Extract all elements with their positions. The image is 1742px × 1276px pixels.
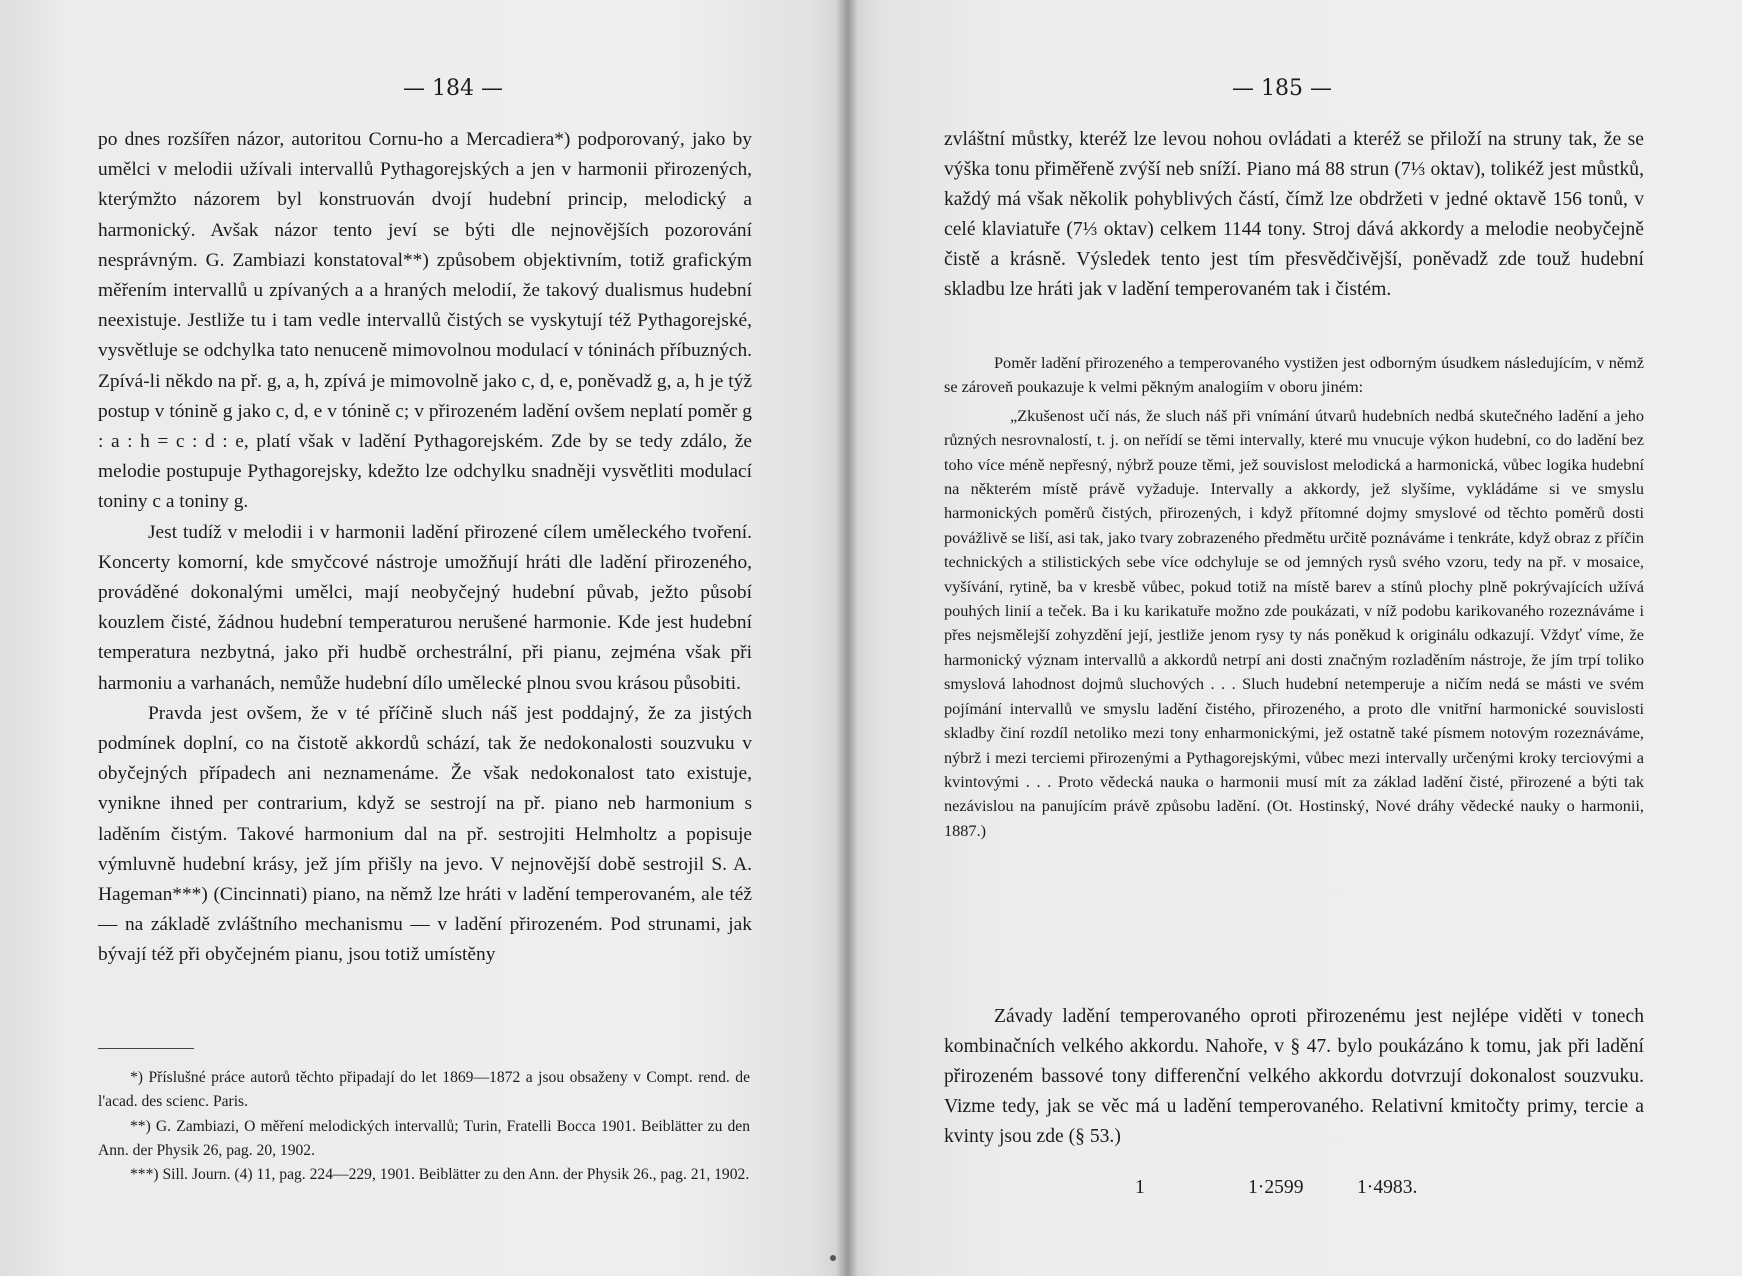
quotation-block — [944, 351, 1644, 843]
paragraph: po dnes rozšířen názor, autoritou Cornu-ho a Mercadiera*) podporovaný, jako by umělci v melodii užívali intervallů Pythagorejských a jen v harmonii přirozených, kterýmžto názorem byl konstruován dvojí hudební princip, melodický a harmonický. Avšak názor tento jeví se býti dle nejnovějších pozorování nesprávným. G. Zambiazi konstatoval**) způsobem objektivním, totiž grafickým měřením intervallů u zpívaných a a hraných melodií, že takový dualismus hudební neexistuje. Jestliže tu i tam vedle intervallů čistých se vyskytují též Pythagorejské, vysvětluje se odchylka tato nenuceně mimovolnou modulací v tóninách příbuzných. Zpívá-li někdo na př. g, a, h, zpívá je mimovolně jako c, d, e, poněvadž g, a, h je týž postup v tónině g jako c, d, e v tónině c; v přirozeném ladění ovšem neplatí poměr g : a : h = c : d : e, platí však v ladění Pythagorejském. Zde by se tedy zdálo, že melodie postupuje Pythagorejsky, kdežto lze odchylku snadněji vysvětliti modulací toniny c a toniny g. — [98, 129, 752, 513]
paragraph: Pravda jest ovšem, že v té příčině sluch náš jest poddajný, že za jistých podmínek doplní, co na čistotě akkordů schází, tak že nedokonalosti souzvuku v obyčejných případech ani neznamenáme. Že však nedokonalost tato existuje, vynikne ihned per contrarium, když se sestrojí na př. piano neb harmonium s laděním čistým. Takové harmonium dal na př. sestrojiti Helmholtz a popisuje výmluvně hudební krásy, jež jím přišly na jevo. V nejnovější době sestrojil S. A. Hageman***) (Cincinnati) piano, na němž lze hráti v ladění temperovaném, ale též — na základě zvláštního mechanismu — v ladění přirozeném. Pod strunami, jak bývají též při obyčejném pianu, jsou totiž umístěny — [98, 702, 752, 966]
ratio-value: 1 — [1135, 1177, 1145, 1198]
page-number: — 184 — — [403, 76, 503, 101]
ratio-value: 1·4983. — [1357, 1177, 1418, 1198]
book-gutter — [836, 0, 858, 1276]
paragraph: Závady ladění temperovaného oproti přirozenému jest nejlépe viděti v tonech kombinačních velkého akkordu. Nahoře, v § 47. bylo poukázáno k tomu, jak při ladění přirozeném bassové tony differenční velkého akkordu dotvrzují dokonalost souzvuku. Vizme tedy, jak se věc má u ladění temperovaného. Relativní kmitočty primy, tercie a kvinty jsou zde (§ 53.) — [944, 1006, 1644, 1147]
paragraph: Jest tudíž v melodii i v harmonii ladění přirozené cílem uměleckého tvoření. Koncerty komorní, kde smyčcové nástroje umožňují hráti dle ladění přirozeného, prováděné dokonalými umělci, mají neobyčejný hudební půvab, ježto působí kouzlem čisté, žádnou hudební temperaturou nerušené harmonie. Kde jest hudební temperatura nezbytná, jako při hudbě orchestrální, při pianu, zejména však při harmoniu a varhanách, nemůže hudební dílo umělecké plnou svou krásou působiti. — [98, 521, 752, 694]
footnote: *) Příslušné práce autorů těchto připadají do let 1869—1872 a jsou obsaženy v Compt. rend. de l'acad. des scienc. Paris. — [98, 1069, 750, 1111]
ink-spot — [830, 1255, 836, 1261]
right-page — [846, 0, 1742, 1276]
quotation: „Zkušenost učí nás, že sluch náš při vnímání útvarů hudebních nedbá skutečného ladění a jeho různých nesrovnalostí, t. j. on neřídí se těmi intervally, které mu vnucuje výkon hudební, co do ladění bez toho více méně nepřesný, nýbrž pouze těmi, jež souvislost melodická a harmonická, vůbec logika hudební na některém místě právě vyžaduje. Intervally a akkordy, jež slyšíme, vykládáme si ve smyslu harmonických poměrů čistých, přirozených, i když přítomné dojmy smyslové od těchto poměrů dosti povážlivě se liší, asi tak, jako tvary zobrazeného předmětu určitě poznáváme i tenkráte, když obraz z příčin technických a stilistických sebe více odchyluje se od jemných rysů svého vzoru, tedy na př. v mosaice, vyšívání, rytině, ba v kresbě vůbec, pokud totiž na místě barev a stínů plochy plně pokrývajících užívá pouhých linií a teček. Ba i ku karikatuře možno zde poukázati, v níž podobu karikovaného rozeznáváme i přes nejsmělejší zohyzdění její, jestliže jenom rysy ty nás poněkud k originálu odkazují. Vždyť víme, že harmonický význam intervallů a akkordů netrpí ani dosti značným rozladěním nástroje, že jím trpí toliko smyslová lahodnost dojmů sluchových . . . Sluch hudební netemperuje a ničím nedá se másti ve svém pojímání intervallů ve smyslu ladění čistého, přirozeného, a proto dle vnitřní harmonické souvislosti skladby činí rozdíl netoliko mezi tony enharmonickými, jež ostatně také písmem notovým rozeznáváme, nýbrž i mezi terciemi přirozenými a Pythagorejskými, vůbec mezi intervally určenými kroky terciovými a kvintovými . . . Proto vědecká nauka o harmonii musí mít za základ ladění čisté, přirozené a býti tak nezávislou na panujícím právě způsobu ladění. (Ot. Hostinský, Nové dráhy vědecké nauky o harmonii, 1887.) — [944, 405, 1644, 840]
footnote: **) G. Zambiazi, O měření melodických intervallů; Turin, Fratelli Bocca 1901. Beiblätter zu den Ann. der Physik 26, pag. 20, 1902. — [98, 1117, 750, 1159]
paragraph: zvláštní můstky, kteréž lze levou nohou ovládati a kteréž se přiloží na struny tak, že se výška tonu přiměřeně zvýší neb sníží. Piano má 88 strun (7⅓ oktav), tolikéž jest můstků, každý má však několik pohyblivých částí, čímž lze obdržeti v jedné oktavě 156 tonů, v celé klaviatuře (7⅓ oktav) celkem 1144 tony. Stroj dává akkordy a melodie neobyčejně čistě a krásně. Výsledek tento jest tím přesvědčivější, poněvadž zde touž hudební skladbu lze hráti jak v ladění temperovaném tak i čistém. — [944, 129, 1644, 300]
left-page — [0, 0, 846, 1276]
ratio-value: 1·2599 — [1248, 1177, 1304, 1198]
body-text — [944, 125, 1644, 305]
body-text-lower — [944, 1002, 1644, 1152]
footnotes — [98, 1066, 750, 1187]
footnote-divider — [98, 1048, 194, 1049]
page-number: — 185 — — [1232, 76, 1332, 101]
footnote: ***) Sill. Journ. (4) 11, pag. 224—229, 1901. Beiblätter zu den Ann. der Physik 26., pag. 21, 1902. — [130, 1166, 750, 1184]
paragraph: Poměr ladění přirozeného a temperovaného vystižen jest odborným úsudkem následujícím, v němž se zároveň poukazuje k velmi pěkným analogiím v oboru jiném: — [944, 353, 1644, 397]
body-text — [98, 125, 752, 971]
